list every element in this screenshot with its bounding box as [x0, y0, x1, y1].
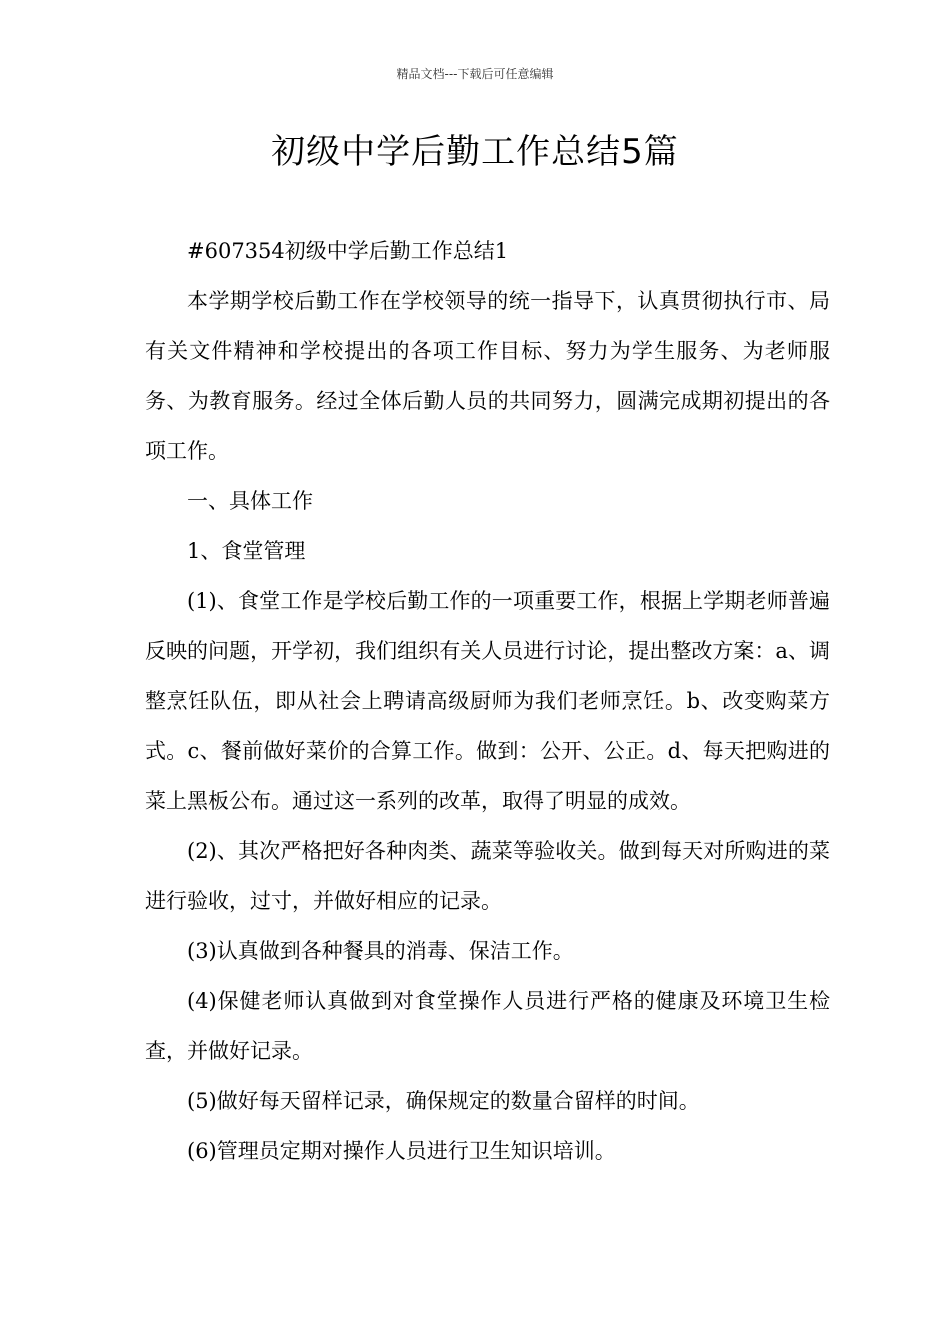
- paragraph-intro: 本学期学校后勤工作在学校领导的统一指导下，认真贯彻执行市、局有关文件精神和学校提出的各项工作目标、努力为学生服务、为老师服务、为教育服务。经过全体后勤人员的共同努力，圆满完成期初提出的各项工作。: [145, 289, 830, 463]
- paragraph-heading-canteen: 1、食堂管理: [187, 539, 306, 563]
- paragraph-heading-specific-work: 一、具体工作: [187, 489, 313, 513]
- paragraph-item-1: (1)、食堂工作是学校后勤工作的一项重要工作，根据上学期老师普遍反映的问题，开学初，我们组织有关人员进行讨论，提出整改方案：a、调整烹饪队伍，即从社会上聘请高级厨师为我们老师烹饪。b、改变购菜方式。c、餐前做好菜价的合算工作。做到：公开、公正。d、每天把购进的菜上黑板公布。通过这一系列的改革，取得了明显的成效。: [145, 589, 830, 813]
- paragraph-item-3: (3)认真做到各种餐具的消毒、保洁工作。: [187, 939, 574, 963]
- paragraph-item-2: (2)、其次严格把好各种肉类、蔬菜等验收关。做到每天对所购进的菜进行验收，过寸，并做好相应的记录。: [145, 839, 830, 913]
- document-body: [145, 226, 830, 1176]
- paragraph-item-4: (4)保健老师认真做到对食堂操作人员进行严格的健康及环境卫生检查，并做好记录。: [145, 989, 830, 1063]
- header-note: 精品文档---下载后可任意编辑: [396, 67, 554, 81]
- paragraph-item-5: (5)做好每天留样记录，确保规定的数量合留样的时间。: [187, 1089, 700, 1113]
- paragraph-section-heading: #607354初级中学后勤工作总结1: [187, 239, 509, 263]
- document-title: 初级中学后勤工作总结5篇: [271, 132, 679, 172]
- paragraph-item-6: (6)管理员定期对操作人员进行卫生知识培训。: [187, 1139, 616, 1163]
